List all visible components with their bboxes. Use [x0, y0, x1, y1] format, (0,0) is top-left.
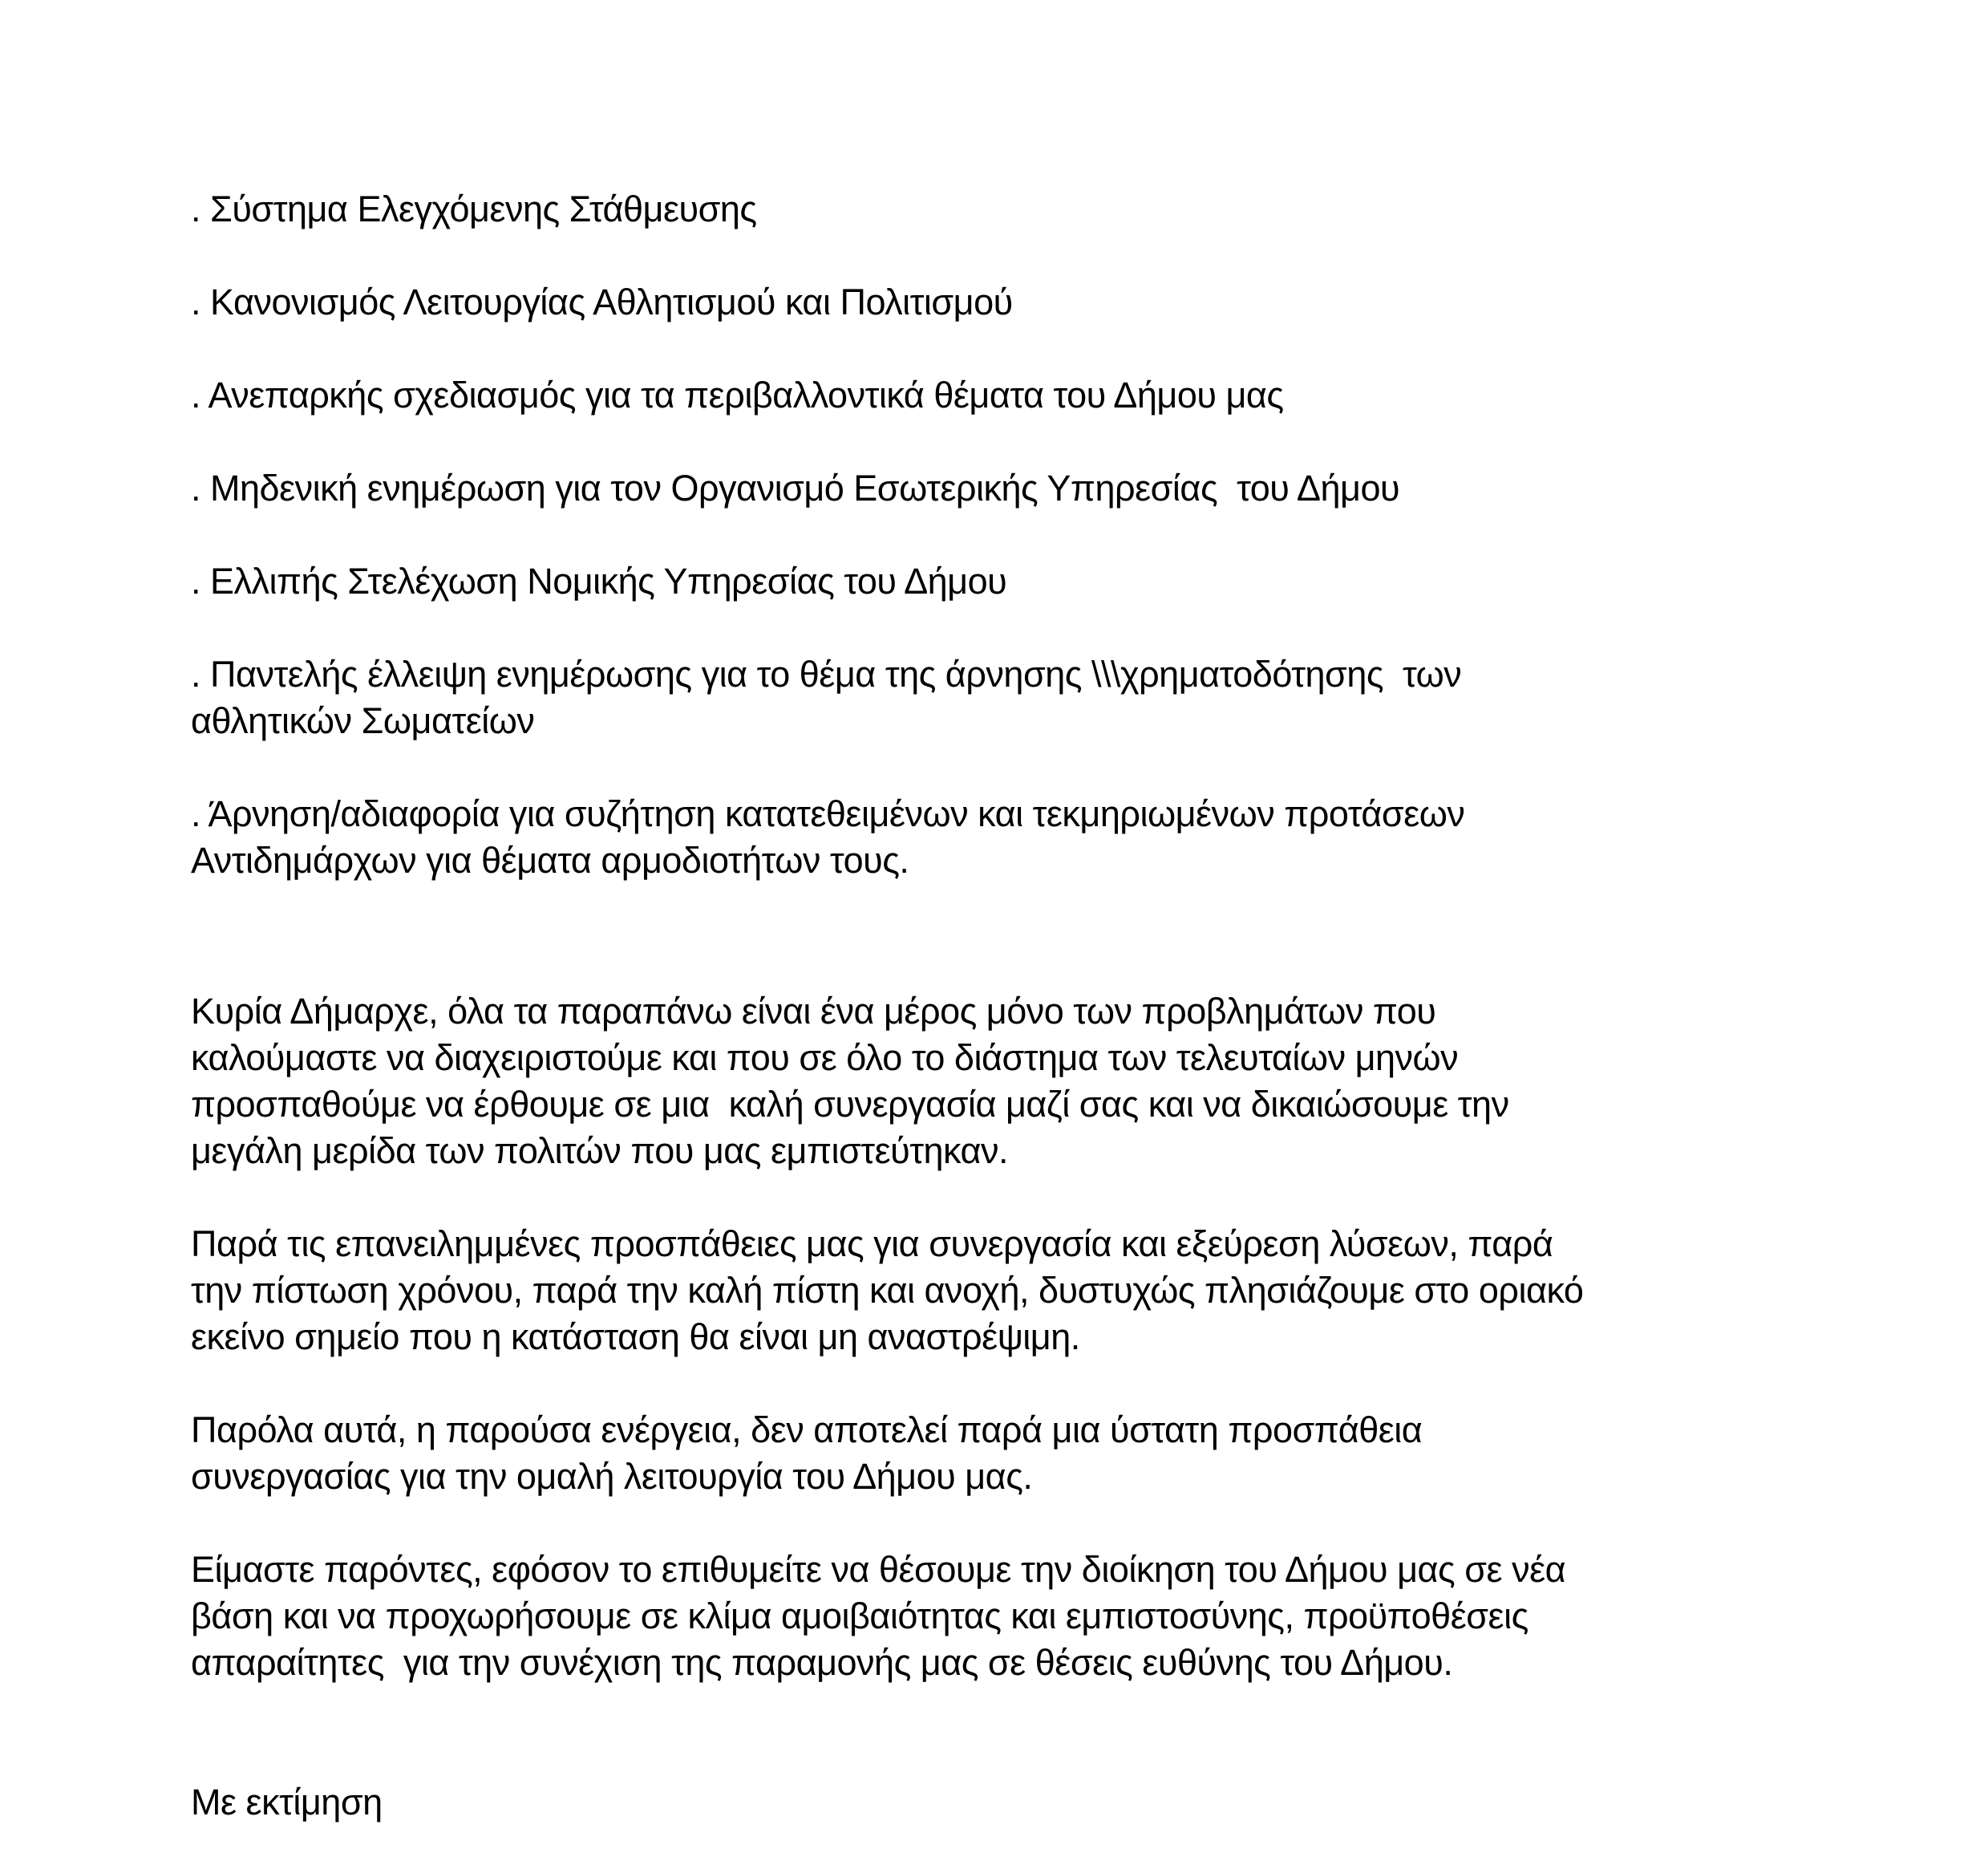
text-line: Παρά τις επανειλημμένες προσπάθειες μας για συνεργασία και εξεύρεση λύσεων, παρά: [191, 1223, 1553, 1264]
text-line: εκείνο σημείο που η κατάσταση θα είναι μη αναστρέψιμη.: [191, 1316, 1080, 1357]
text-line: Αντιδημάρχων για θέματα αρμοδιοτήτων τους.: [191, 840, 909, 881]
closing-salutation: [191, 1779, 1940, 1826]
bullet-item-regulation: [191, 279, 1940, 326]
text-line: την πίστωση χρόνου, παρά την καλή πίστη και ανοχή, δυστυχώς πλησιάζουμε στο οριακό: [191, 1270, 1584, 1311]
text-line: βάση και να προχωρήσουμε σε κλίμα αμοιβαιότητας και εμπιστοσύνης, προϋποθέσεις: [191, 1595, 1528, 1636]
text-line: . Ανεπαρκής σχεδιασμός για τα περιβαλλοντικά θέματα του Δήμου μας: [191, 375, 1284, 416]
bullet-item-environment: [191, 372, 1940, 419]
paragraph-presence: [191, 1547, 1940, 1686]
text-line: συνεργασίας για την ομαλή λειτουργία του Δήμου μας.: [191, 1456, 1033, 1497]
bullet-item-legal-service: [191, 558, 1940, 605]
text-line: . Σύστημα Ελεγχόμενης Στάθμευσης: [191, 189, 757, 229]
text-line: καλούμαστε να διαχειριστούμε και που σε όλο το διάστημα των τελευταίων μηνών: [191, 1037, 1459, 1078]
text-line: μεγάλη μερίδα των πολιτών που μας εμπιστεύτηκαν.: [191, 1130, 1009, 1171]
text-line: Παρόλα αυτά, η παρούσα ενέργεια, δεν αποτελεί παρά μια ύστατη προσπάθεια: [191, 1409, 1423, 1450]
text-line: . Ελλιπής Στελέχωση Νομικής Υπηρεσίας του Δήμου: [191, 561, 1007, 602]
text-line: προσπαθούμε να έρθουμε σε μια καλή συνεργασία μαζί σας και να δικαιώσουμε την: [191, 1084, 1509, 1125]
paragraph-efforts: [191, 1221, 1940, 1360]
text-line: Κυρία Δήμαρχε, όλα τα παραπάνω είναι ένα μέρος μόνο των προβλημάτων που: [191, 991, 1436, 1032]
text-line: Είμαστε παρόντες, εφόσον το επιθυμείτε να θέσουμε την διοίκηση του Δήμου μας σε νέα: [191, 1549, 1566, 1590]
text-line: . Άρνηση/αδιαφορία για συζήτηση κατατεθειμένων και τεκμηριωμένων προτάσεων: [191, 793, 1465, 834]
text-line: αθλητικών Σωματείων: [191, 700, 535, 741]
bullet-item-internal-service: [191, 465, 1940, 512]
bullet-item-funding: [191, 651, 1940, 744]
text-line: . Κανονισμός Λειτουργίας Αθλητισμού και Πολιτισμού: [191, 282, 1013, 322]
text-line: . Παντελής έλλειψη ενημέρωσης για το θέμα της άρνησης \\\χρηματοδότησης των: [191, 654, 1462, 695]
bullet-item-refusal: [191, 791, 1940, 884]
text-line: Με εκτίμηση: [191, 1782, 383, 1822]
paragraph-address-mayor: [191, 988, 1940, 1174]
paragraph-last-attempt: [191, 1407, 1940, 1500]
text-line: απαραίτητες για την συνέχιση της παραμονής μας σε θέσεις ευθύνης του Δήμου.: [191, 1642, 1453, 1683]
text-line: . Μηδενική ενημέρωση για τον Οργανισμό Εσωτερικής Υπηρεσίας του Δήμου: [191, 468, 1400, 509]
bullet-item-parking: [191, 186, 1940, 233]
